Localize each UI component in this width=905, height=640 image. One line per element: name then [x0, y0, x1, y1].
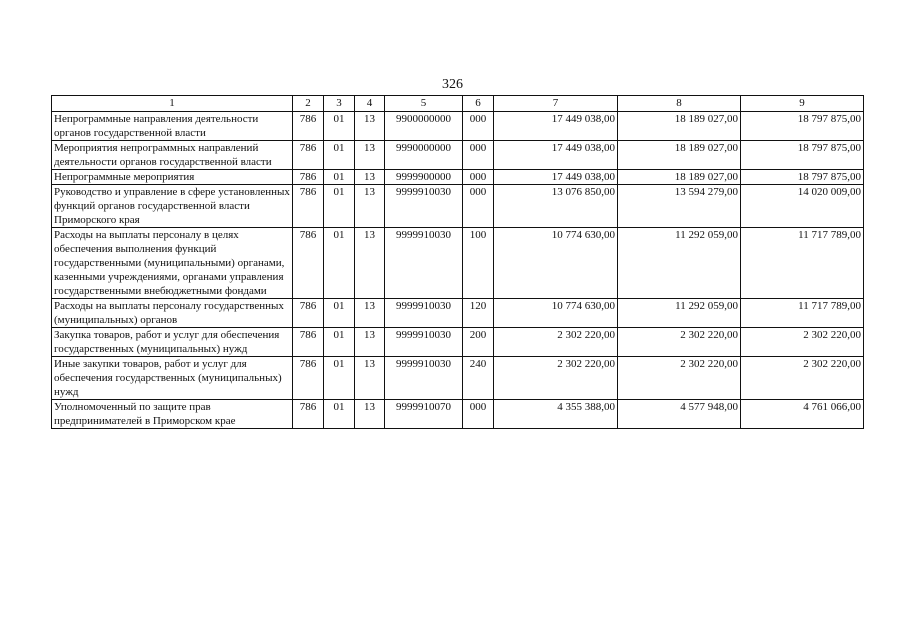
item-name: Непрограммные мероприятия	[52, 170, 293, 185]
amount-cell: 2 302 220,00	[618, 357, 741, 400]
code-cell: 13	[355, 357, 385, 400]
column-header: 7	[494, 96, 618, 112]
code-cell: 000	[463, 400, 494, 429]
code-cell: 01	[324, 228, 355, 299]
code-cell: 9999910030	[385, 228, 463, 299]
item-name: Закупка товаров, работ и услуг для обеспечения государственных (муниципальных) нужд	[52, 328, 293, 357]
column-header: 3	[324, 96, 355, 112]
code-cell: 9999910030	[385, 328, 463, 357]
item-name: Иные закупки товаров, работ и услуг для обеспечения государственных (муниципальных) нужд	[52, 357, 293, 400]
code-cell: 9999900000	[385, 170, 463, 185]
amount-cell: 4 577 948,00	[618, 400, 741, 429]
code-cell: 13	[355, 185, 385, 228]
code-cell: 100	[463, 228, 494, 299]
code-cell: 000	[463, 170, 494, 185]
amount-cell: 11 292 059,00	[618, 299, 741, 328]
table-row	[52, 141, 864, 170]
amount-cell: 10 774 630,00	[494, 299, 618, 328]
code-cell: 786	[293, 141, 324, 170]
amount-cell: 11 717 789,00	[741, 228, 864, 299]
amount-cell: 2 302 220,00	[741, 357, 864, 400]
code-cell: 200	[463, 328, 494, 357]
code-cell: 000	[463, 112, 494, 141]
budget-table	[51, 95, 864, 429]
column-header: 5	[385, 96, 463, 112]
code-cell: 01	[324, 299, 355, 328]
code-cell: 786	[293, 185, 324, 228]
code-cell: 01	[324, 112, 355, 141]
item-name: Уполномоченный по защите прав предпринимателей в Приморском крае	[52, 400, 293, 429]
table-row	[52, 112, 864, 141]
table-row	[52, 170, 864, 185]
code-cell: 9999910030	[385, 185, 463, 228]
code-cell: 9900000000	[385, 112, 463, 141]
amount-cell: 2 302 220,00	[494, 357, 618, 400]
table-row	[52, 357, 864, 400]
code-cell: 786	[293, 400, 324, 429]
code-cell: 9999910030	[385, 357, 463, 400]
page-number: 326	[442, 77, 463, 92]
code-cell: 000	[463, 185, 494, 228]
code-cell: 120	[463, 299, 494, 328]
column-header: 4	[355, 96, 385, 112]
amount-cell: 2 302 220,00	[494, 328, 618, 357]
code-cell: 13	[355, 400, 385, 429]
code-cell: 786	[293, 328, 324, 357]
item-name: Руководство и управление в сфере установленных функций органов государственной власти Приморского края	[52, 185, 293, 228]
column-header: 1	[52, 96, 293, 112]
amount-cell: 18 797 875,00	[741, 141, 864, 170]
column-header: 8	[618, 96, 741, 112]
amount-cell: 17 449 038,00	[494, 112, 618, 141]
code-cell: 13	[355, 170, 385, 185]
code-cell: 01	[324, 400, 355, 429]
code-cell: 786	[293, 228, 324, 299]
column-header: 9	[741, 96, 864, 112]
amount-cell: 11 292 059,00	[618, 228, 741, 299]
code-cell: 01	[324, 357, 355, 400]
amount-cell: 17 449 038,00	[494, 170, 618, 185]
item-name: Мероприятия непрограммных направлений деятельности органов государственной власти	[52, 141, 293, 170]
code-cell: 13	[355, 328, 385, 357]
amount-cell: 18 797 875,00	[741, 112, 864, 141]
amount-cell: 14 020 009,00	[741, 185, 864, 228]
code-cell: 01	[324, 328, 355, 357]
code-cell: 786	[293, 357, 324, 400]
amount-cell: 2 302 220,00	[741, 328, 864, 357]
code-cell: 9999910030	[385, 299, 463, 328]
code-cell: 13	[355, 299, 385, 328]
amount-cell: 18 797 875,00	[741, 170, 864, 185]
amount-cell: 10 774 630,00	[494, 228, 618, 299]
code-cell: 786	[293, 170, 324, 185]
code-cell: 13	[355, 228, 385, 299]
amount-cell: 13 076 850,00	[494, 185, 618, 228]
table-row	[52, 400, 864, 429]
amount-cell: 17 449 038,00	[494, 141, 618, 170]
amount-cell: 11 717 789,00	[741, 299, 864, 328]
column-header: 2	[293, 96, 324, 112]
item-name: Непрограммные направления деятельности органов государственной власти	[52, 112, 293, 141]
code-cell: 000	[463, 141, 494, 170]
item-name: Расходы на выплаты персоналу государственных (муниципальных) органов	[52, 299, 293, 328]
code-cell: 9999910070	[385, 400, 463, 429]
code-cell: 786	[293, 299, 324, 328]
table-row	[52, 328, 864, 357]
amount-cell: 4 761 066,00	[741, 400, 864, 429]
code-cell: 01	[324, 170, 355, 185]
code-cell: 01	[324, 141, 355, 170]
code-cell: 786	[293, 112, 324, 141]
item-name: Расходы на выплаты персоналу в целях обеспечения выполнения функций государственными (муниципальными) органами, казенными учреждениями, органами управления государственными внебюджетными фондами	[52, 228, 293, 299]
amount-cell: 13 594 279,00	[618, 185, 741, 228]
amount-cell: 2 302 220,00	[618, 328, 741, 357]
code-cell: 01	[324, 185, 355, 228]
column-header: 6	[463, 96, 494, 112]
amount-cell: 4 355 388,00	[494, 400, 618, 429]
code-cell: 240	[463, 357, 494, 400]
table-row	[52, 185, 864, 228]
amount-cell: 18 189 027,00	[618, 112, 741, 141]
code-cell: 13	[355, 141, 385, 170]
header-row	[52, 96, 864, 112]
table-row	[52, 299, 864, 328]
table-row	[52, 228, 864, 299]
code-cell: 9990000000	[385, 141, 463, 170]
amount-cell: 18 189 027,00	[618, 141, 741, 170]
code-cell: 13	[355, 112, 385, 141]
amount-cell: 18 189 027,00	[618, 170, 741, 185]
